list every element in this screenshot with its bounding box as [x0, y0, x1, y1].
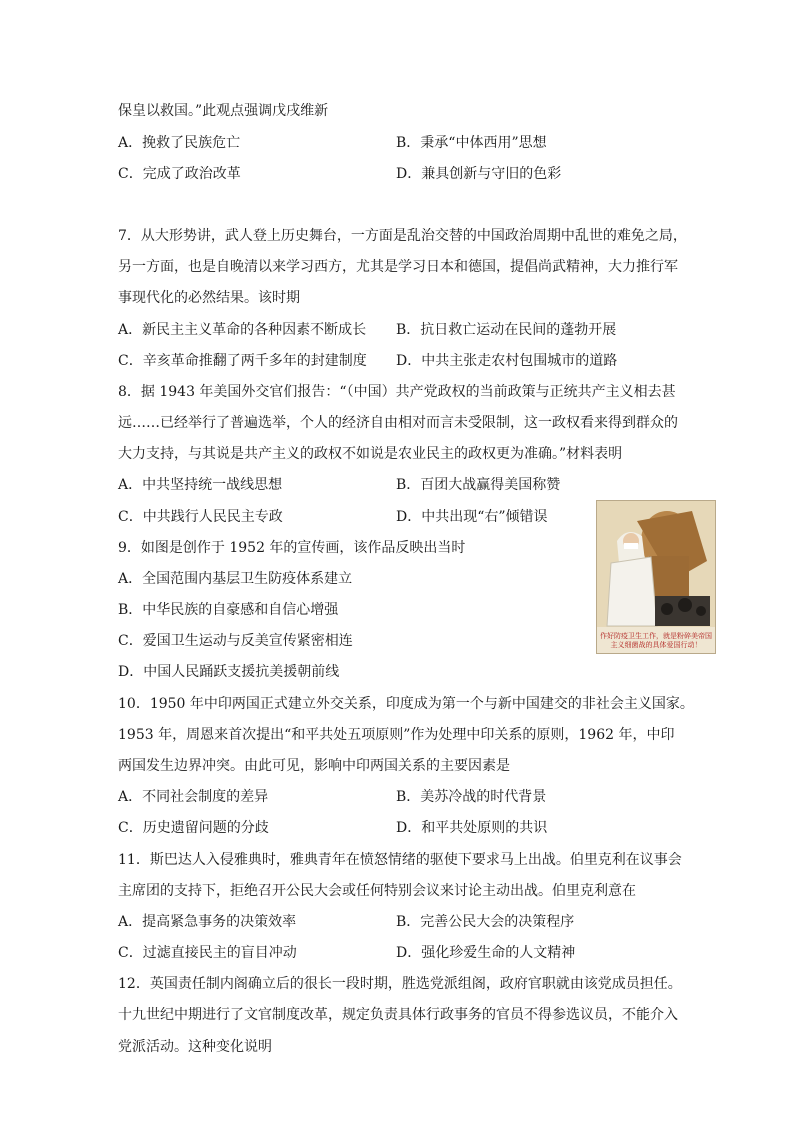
q9-option-a: A．全国范围内基层卫生防疫体系建立 [118, 571, 353, 587]
q8-option-b: B．百团大战赢得美国称赞 [396, 477, 561, 493]
q11-option-b: B．完善公民大会的决策程序 [396, 914, 575, 930]
q9-option-d: D．中国人民踊跃支援抗美援朝前线 [118, 664, 340, 680]
q10-option-d: D．和平共处原则的共识 [396, 820, 548, 836]
q7-option-d: D．中共主张走农村包围城市的道路 [396, 353, 618, 369]
q7-option-a: A．新民主主义革命的各种因素不断成长 [118, 322, 367, 338]
q8-stem-line-3: 大力支持，与其说是共产主义的政权不如说是农业民主的政权更为准确。”材料表明 [118, 446, 623, 462]
q9-option-c: C．爱国卫生运动与反美宣传紧密相连 [118, 633, 353, 649]
q8-option-c: C．中共践行人民民主专政 [118, 509, 283, 525]
q11-option-c: C．过滤直接民主的盲目冲动 [118, 945, 297, 961]
q11-option-d: D．强化珍爱生命的人文精神 [396, 945, 576, 961]
q10-stem-line-2: 1953 年，周恩来首次提出“和平共处五项原则”作为处理中印关系的原则，1962 年，中印 [118, 727, 675, 743]
q6-option-c: C．完成了政治改革 [118, 166, 241, 182]
q8-option-a: A．中共坚持统一战线思想 [118, 477, 283, 493]
q7-stem-line-3: 事现代化的必然结果。该时期 [118, 290, 300, 306]
propaganda-poster-image [596, 500, 716, 654]
q12-stem-line-2: 十九世纪中期进行了文官制度改革，规定负责具体行政事务的官员不得参选议员，不能介入 [118, 1007, 678, 1023]
q10-option-a: A．不同社会制度的差异 [118, 789, 269, 805]
q12-stem-line-1: 12．英国责任制内阁确立后的很长一段时期，胜选党派组阁，政府官职就由该党成员担任。 [118, 976, 682, 992]
poster-caption: 作好防疫卫生工作，就是粉碎美帝国主义细菌战的具体爱国行动！ [600, 632, 712, 649]
q10-option-c: C．历史遗留问题的分歧 [118, 820, 269, 836]
q7-stem-line-2: 另一方面，也是自晚清以来学习西方，尤其是学习日本和德国，提倡尚武精神，大力推行军 [118, 259, 678, 275]
q10-stem-line-1: 10．1950 年中印两国正式建立外交关系，印度成为第一个与新中国建交的非社会主义国家。 [118, 696, 694, 712]
q7-option-b: B．抗日救亡运动在民间的蓬勃开展 [396, 322, 617, 338]
q7-stem-line-1: 7．从大形势讲，武人登上历史舞台，一方面是乱治交替的中国政治周期中乱世的难免之局， [118, 228, 687, 244]
poster-illustration [597, 501, 715, 653]
q12-stem-line-3: 党派活动。这种变化说明 [118, 1039, 272, 1055]
q10-stem-line-3: 两国发生边界冲突。由此可见，影响中印两国关系的主要因素是 [118, 758, 510, 774]
q10-option-b: B．美苏冷战的时代背景 [396, 789, 547, 805]
q11-option-a: A．提高紧急事务的决策效率 [118, 914, 297, 930]
q8-stem-line-1: 8．据 1943 年美国外交官们报告：“（中国）共产党政权的当前政策与正统共产主义相去甚 [118, 384, 676, 400]
q9-stem: 9．如图是创作于 1952 年的宣传画，该作品反映出当时 [118, 540, 466, 556]
q8-stem-line-2: 远……已经举行了普遍选举，个人的经济自由相对而言未受限制，这一政权看来得到群众的 [118, 415, 678, 431]
q8-option-d: D．中共出现“右”倾错误 [396, 509, 548, 525]
q7-option-c: C．辛亥革命推翻了两千多年的封建制度 [118, 353, 367, 369]
q6-option-d: D．兼具创新与守旧的色彩 [396, 166, 562, 182]
q11-stem-line-1: 11．斯巴达人入侵雅典时，雅典青年在愤怒情绪的驱使下要求马上出战。伯里克利在议事会 [118, 852, 682, 868]
q6-option-a: A．挽救了民族危亡 [118, 135, 241, 151]
q6-option-b: B．秉承“中体西用”思想 [396, 135, 547, 151]
q11-stem-line-2: 主席团的支持下，拒绝召开公民大会或任何特别会议来讨论主动出战。伯里克利意在 [118, 883, 636, 899]
question-6-stem-tail: 保皇以救国。”此观点强调戊戌维新 [118, 103, 329, 119]
q9-option-b: B．中华民族的自豪感和自信心增强 [118, 602, 339, 618]
